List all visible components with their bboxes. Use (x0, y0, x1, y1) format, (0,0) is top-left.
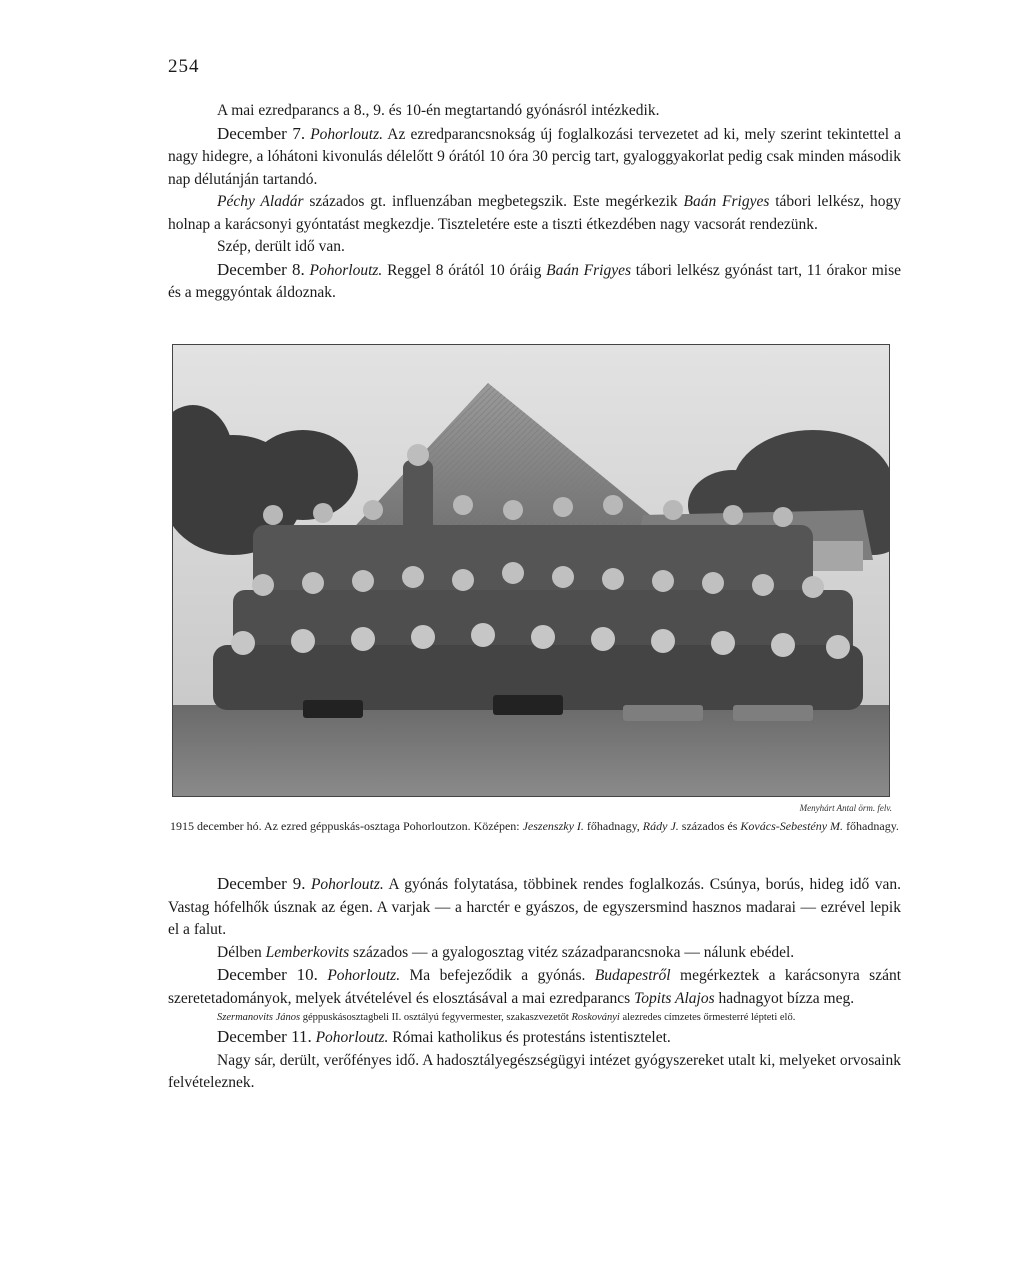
place-name: Pohorloutz. (310, 125, 383, 143)
caption-person-name: Kovács-Sebestény M. (740, 819, 844, 833)
paragraph-december-9 (168, 873, 901, 942)
paragraph-text: Ma befejeződik a gyónás. (409, 967, 586, 984)
photo-caption (168, 818, 901, 835)
paragraph-order: A mai ezredparancs a 8., 9. és 10-én megtartandó gyónásról intézkedik. (217, 102, 660, 119)
paragraph-december-7 (168, 123, 901, 192)
caption-text: 1915 december hó. Az ezred géppuskás-osztaga Pohorloutzon. Középen: (170, 819, 520, 833)
paragraph-weather: Szép, derült idő van. (217, 238, 345, 255)
note-text: alezredes címzetes őrmesterré lépteti elő. (622, 1012, 796, 1023)
place-name: Pohorloutz. (315, 1029, 389, 1046)
person-name: Roskoványi (571, 1012, 620, 1023)
person-name: Baán Frigyes (546, 261, 631, 279)
person-name: Baán Frigyes (683, 193, 770, 210)
date-heading: December 10. (217, 965, 318, 984)
place-name: Pohorloutz. (309, 261, 383, 279)
date-heading: December 11. (217, 1027, 312, 1046)
caption-text: főhadnagy. (846, 819, 899, 833)
place-name: Budapestről (594, 967, 671, 984)
caption-person-name: Jeszenszky I. (522, 819, 584, 833)
caption-person-name: Rády J. (642, 819, 679, 833)
paragraph-text: Az ezredparancsnokság új foglalkozási tervezetet ad ki, mely szerint tekintettel a nagy hidegre, a lóhátoni kivonulás délelőtt 9 órától 10 óra 30 percig tart, gyaloggyakorlat pedig csak minden második nap délutánján tartandó. (168, 125, 902, 188)
photo-illustration (173, 345, 889, 796)
person-name: Lemberkovits (265, 943, 350, 961)
person-name: Topits Alajos (634, 989, 715, 1007)
paragraph-lemberkovits (168, 942, 901, 965)
group-photograph (172, 344, 890, 797)
page-number: 254 (168, 56, 200, 77)
bottom-text-section (168, 873, 901, 1095)
date-heading: December 9. (217, 874, 306, 893)
paragraph-text: Reggel 8 órától 10 óráig (387, 261, 542, 279)
paragraph-december-10 (168, 964, 901, 1010)
paragraph-text: Római katholikus és protestáns istentisztelet. (392, 1029, 671, 1046)
place-name: Pohorloutz. (327, 967, 401, 984)
paragraph-text: tábori lelkész gyónást tart, 11 órakor mise és a meggyóntak áldoznak. (168, 261, 902, 301)
person-name: Péchy Aladár (217, 193, 304, 210)
caption-text: főhadnagy, (586, 819, 640, 833)
photo-credit: Menyhárt Antal örm. felv. (799, 803, 892, 813)
paragraph-december-11 (168, 1026, 901, 1050)
paragraph-weather-final: Nagy sár, derült, verőfényes idő. A hadosztályegészségügyi intézet gyógyszereket utalt ki, melyeket orvosaink felvételeznek. (168, 1051, 901, 1091)
place-name: Pohorloutz. (310, 876, 384, 893)
paragraph-text: Délben (217, 943, 262, 961)
paragraph-text: hadnagyot bízza meg. (718, 989, 855, 1007)
paragraph-text: százados gt. influenzában megbetegszik. Este megérkezik (309, 193, 678, 210)
paragraph-text: tábori lelkész, hogy holnap a karácsonyi gyóntatást megkezdje. Tiszteletére este a tiszti étkezdében nagy vacsorát rendezünk. (168, 193, 901, 233)
paragraph-text: százados — a gyalogosztag vitéz századparancsnoka — nálunk ebédel. (353, 943, 795, 961)
top-text-section (168, 100, 901, 305)
date-heading: December 8. (217, 259, 305, 279)
caption-text: százados és (681, 819, 738, 833)
paragraph-pechy (168, 191, 901, 236)
person-name: Szermanovits János (217, 1012, 301, 1023)
paragraph-text: megérkeztek a karácsonyra szánt szeretetadományok, melyek átvételével és elosztásával a mai ezredparancs (168, 967, 902, 1007)
date-heading: December 7. (217, 123, 306, 143)
paragraph-text: A gyónás folytatása, többinek rendes foglalkozás. Csúnya, borús, hideg idő van. Vastag hófelhők úsznak az égen. A varjak — a harctér e gyászos, de egyszersmind hasznos madarai — ezrével lepik el a falut. (168, 876, 901, 938)
paragraph-december-8 (168, 259, 901, 305)
note-promotion (168, 1010, 901, 1026)
note-text: géppuskásosztagbeli II. osztályú fegyvermester, szakaszvezetőt (302, 1012, 569, 1023)
